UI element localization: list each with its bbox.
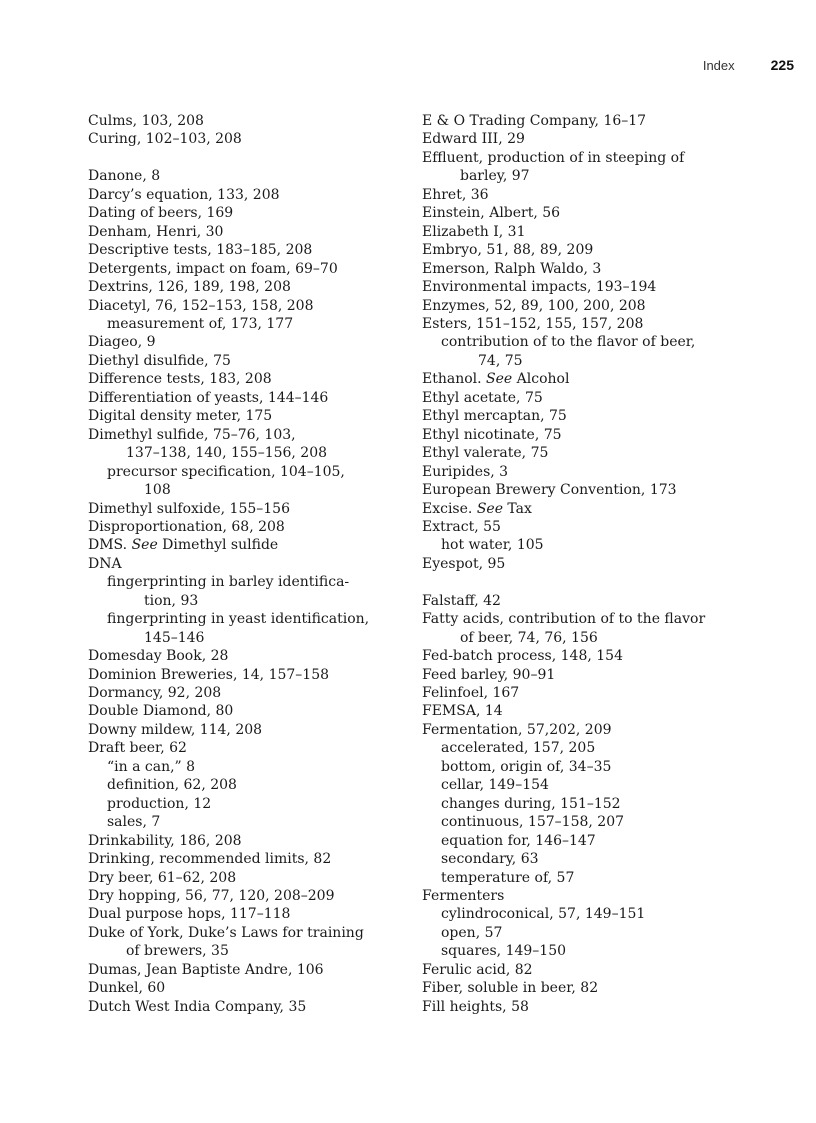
running-head-section: Index [702, 58, 735, 73]
entry-line: Felinfoel, 167 [422, 685, 520, 702]
see-target: Dimethyl sulfide [157, 537, 279, 554]
entry-line: Falstaff, 42 [422, 592, 501, 609]
entry-line: accelerated, 157, 205 [441, 740, 596, 757]
entry-line: Duke of York, Duke’s Laws for training [88, 924, 364, 941]
entry-line: fingerprinting in yeast identification, [107, 611, 370, 628]
index-entry [88, 739, 406, 757]
index-subentry [422, 813, 752, 831]
entry-line: fingerprinting in barley identifica- [107, 574, 350, 591]
index-entry [422, 130, 752, 148]
index-entry [422, 297, 752, 315]
entry-continuation: 74, 75 [478, 352, 523, 369]
index-entry [422, 666, 752, 684]
index-subentry [422, 739, 752, 757]
index-entry [422, 463, 752, 481]
entry-line: Embryo, 51, 88, 89, 209 [422, 242, 594, 259]
index-entry [88, 389, 406, 407]
entry-line: Eyespot, 95 [422, 555, 506, 572]
see-reference: See [131, 537, 158, 554]
entry-line: Dry beer, 61–62, 208 [88, 869, 237, 886]
entry-line: Darcy’s equation, 133, 208 [88, 186, 280, 203]
entry-line: changes during, 151–152 [441, 795, 621, 812]
entry-continuation: barley, 97 [460, 168, 530, 185]
entry-line: Drinking, recommended limits, 82 [88, 851, 332, 868]
index-entry [422, 370, 752, 388]
index-entry [422, 702, 752, 720]
index-entry [422, 315, 752, 333]
index-entry [422, 684, 752, 702]
entry-line: Fed-batch process, 148, 154 [422, 648, 623, 665]
index-entry [88, 167, 406, 185]
index-entry [88, 721, 406, 739]
entry-line: Fermenters [422, 888, 505, 905]
index-entry [88, 500, 406, 518]
index-entry [422, 998, 752, 1016]
entry-line: Domesday Book, 28 [88, 648, 229, 665]
entry-line: Ferulic acid, 82 [422, 961, 533, 978]
entry-line: Downy mildew, 114, 208 [88, 721, 263, 738]
index-entry [88, 260, 406, 278]
entry-line: precursor specification, 104–105, [107, 463, 345, 480]
index-entry [88, 426, 406, 463]
index-entry [88, 518, 406, 536]
entry-line: Enzymes, 52, 89, 100, 200, 208 [422, 297, 646, 314]
index-entry [422, 979, 752, 997]
index-entry [88, 684, 406, 702]
entry-line: Differentiation of yeasts, 144–146 [88, 389, 329, 406]
index-column-right [422, 112, 752, 1016]
index-subentry [422, 924, 752, 942]
index-entry [88, 333, 406, 351]
index-entry [88, 555, 406, 573]
index-entry [88, 370, 406, 388]
index-entry [88, 666, 406, 684]
index-entry [422, 647, 752, 665]
entry-line: contribution of to the flavor of beer, [441, 334, 696, 351]
entry-term: DMS. [88, 537, 132, 554]
index-entry [88, 979, 406, 997]
index-entry [422, 278, 752, 296]
index-entry [88, 297, 406, 315]
entry-line: Dutch West India Company, 35 [88, 998, 307, 1015]
index-entry [422, 204, 752, 222]
index-subentry [422, 869, 752, 887]
index-entry [88, 352, 406, 370]
index-subentry [422, 942, 752, 960]
entry-continuation: 145–146 [144, 629, 205, 646]
index-entry [88, 130, 406, 148]
index-entry [88, 536, 406, 554]
index-subentry [88, 758, 406, 776]
entry-line: open, 57 [441, 924, 503, 941]
entry-term: Excise. [422, 500, 477, 517]
entry-line: Danone, 8 [88, 168, 161, 185]
entry-continuation: of brewers, 35 [126, 943, 229, 960]
entry-line: DNA [88, 555, 122, 572]
entry-line: measurement of, 173, 177 [107, 315, 294, 332]
entry-line: Double Diamond, 80 [88, 703, 234, 720]
index-entry [422, 592, 752, 610]
entry-continuation: 108 [144, 482, 171, 499]
index-entry [422, 112, 752, 130]
index-entry [88, 647, 406, 665]
entry-line: Drinkability, 186, 208 [88, 832, 242, 849]
entry-line: Esters, 151–152, 155, 157, 208 [422, 315, 644, 332]
index-entry [88, 186, 406, 204]
entry-line: Diacetyl, 76, 152–153, 158, 208 [88, 297, 314, 314]
index-entry [422, 223, 752, 241]
see-reference: See [486, 371, 513, 388]
index-subentry [88, 315, 406, 333]
entry-line: Descriptive tests, 183–185, 208 [88, 242, 313, 259]
entry-line: continuous, 157–158, 207 [441, 814, 625, 831]
entry-line: Extract, 55 [422, 518, 501, 535]
entry-line: definition, 62, 208 [107, 777, 237, 794]
entry-line: hot water, 105 [441, 537, 544, 554]
running-head [703, 57, 794, 73]
index-entry [88, 924, 406, 961]
index-entry [422, 518, 752, 536]
see-reference: See [476, 500, 503, 517]
entry-line: Feed barley, 90–91 [422, 666, 556, 683]
index-subentry [422, 795, 752, 813]
index-entry [88, 998, 406, 1016]
index-entry [88, 887, 406, 905]
entry-line: Draft beer, 62 [88, 740, 187, 757]
index-entry [422, 389, 752, 407]
entry-line: equation for, 146–147 [441, 832, 596, 849]
entry-line: Ethyl nicotinate, 75 [422, 426, 562, 443]
index-subentry [422, 536, 752, 554]
entry-line: Curing, 102–103, 208 [88, 131, 242, 148]
entry-line: E & O Trading Company, 16–17 [422, 113, 647, 129]
index-subentry [422, 333, 752, 370]
see-target: Alcohol [512, 371, 570, 388]
index-entry [422, 721, 752, 739]
index-entry [88, 223, 406, 241]
entry-line: Diageo, 9 [88, 334, 156, 351]
index-entry [422, 610, 752, 647]
entry-line: Culms, 103, 208 [88, 113, 204, 129]
entry-continuation: of beer, 74, 76, 156 [460, 629, 598, 646]
index-subentry [422, 832, 752, 850]
index-subentry [88, 776, 406, 794]
entry-line: cellar, 149–154 [441, 777, 549, 794]
index-entry [422, 426, 752, 444]
index-entry [88, 702, 406, 720]
entry-continuation: tion, 93 [144, 592, 199, 609]
entry-line: Einstein, Albert, 56 [422, 205, 561, 222]
index-entry [88, 869, 406, 887]
index-entry [88, 112, 406, 130]
entry-term: Ethanol. [422, 371, 487, 388]
entry-line: Ethyl mercaptan, 75 [422, 408, 567, 425]
entry-line: Denham, Henri, 30 [88, 223, 224, 240]
index-entry [88, 241, 406, 259]
entry-line: Difference tests, 183, 208 [88, 371, 272, 388]
index-subentry [88, 610, 406, 647]
page-number: 225 [770, 57, 794, 73]
entry-line: Dimethyl sulfide, 75–76, 103, [88, 426, 296, 443]
index-subentry [422, 905, 752, 923]
index-entry [422, 149, 752, 186]
entry-line: Disproportionation, 68, 208 [88, 518, 285, 535]
index-entry [88, 278, 406, 296]
index-subentry [88, 813, 406, 831]
entry-line: Ehret, 36 [422, 186, 489, 203]
entry-line: “in a can,” 8 [107, 758, 196, 775]
entry-line: Dry hopping, 56, 77, 120, 208–209 [88, 888, 335, 905]
entry-line: Dunkel, 60 [88, 980, 166, 997]
index-subentry [422, 758, 752, 776]
entry-line: Euripides, 3 [422, 463, 509, 480]
entry-line: production, 12 [107, 795, 212, 812]
index-entry [422, 241, 752, 259]
entry-line: Dormancy, 92, 208 [88, 685, 222, 702]
entry-line: Edward III, 29 [422, 131, 525, 148]
index-subentry [88, 463, 406, 500]
entry-line: Elizabeth I, 31 [422, 223, 526, 240]
index-entry [88, 850, 406, 868]
entry-line: squares, 149–150 [441, 943, 567, 960]
see-target: Tax [502, 500, 532, 517]
entry-line: Ethyl valerate, 75 [422, 445, 549, 462]
index-entry [88, 204, 406, 222]
index-entry [422, 260, 752, 278]
entry-line: Detergents, impact on foam, 69–70 [88, 260, 338, 277]
index-entry [422, 961, 752, 979]
index-entry [422, 444, 752, 462]
index-entry [422, 887, 752, 905]
entry-line: Effluent, production of in steeping of [422, 149, 685, 166]
entry-line: Emerson, Ralph Waldo, 3 [422, 260, 602, 277]
entry-line: European Brewery Convention, 173 [422, 482, 677, 499]
entry-line: Digital density meter, 175 [88, 408, 273, 425]
index-subentry [88, 573, 406, 610]
entry-line: cylindroconical, 57, 149–151 [441, 906, 646, 923]
entry-line: Diethyl disulfide, 75 [88, 352, 231, 369]
entry-line: temperature of, 57 [441, 869, 575, 886]
index-subentry [422, 850, 752, 868]
entry-line: sales, 7 [107, 814, 161, 831]
entry-line: Fiber, soluble in beer, 82 [422, 980, 599, 997]
index-entry [88, 832, 406, 850]
index-entry [88, 407, 406, 425]
entry-line: Ethyl acetate, 75 [422, 389, 543, 406]
index-entry [422, 407, 752, 425]
entry-line: bottom, origin of, 34–35 [441, 758, 612, 775]
entry-line: secondary, 63 [441, 851, 539, 868]
entry-line: Dual purpose hops, 117–118 [88, 906, 291, 923]
index-column-left [88, 112, 406, 1016]
index-entry [422, 500, 752, 518]
entry-line: Environmental impacts, 193–194 [422, 279, 657, 296]
index-entry [422, 186, 752, 204]
entry-line: Fatty acids, contribution of to the flavor [422, 611, 706, 628]
index-entry [422, 481, 752, 499]
entry-line: Dextrins, 126, 189, 198, 208 [88, 279, 291, 296]
index-entry [88, 905, 406, 923]
index-subentry [422, 776, 752, 794]
entry-line: Dimethyl sulfoxide, 155–156 [88, 500, 290, 517]
entry-line: Dumas, Jean Baptiste Andre, 106 [88, 961, 324, 978]
entry-line: Dominion Breweries, 14, 157–158 [88, 666, 330, 683]
index-entry [422, 555, 752, 573]
entry-line: Fermentation, 57,202, 209 [422, 721, 612, 738]
entry-line: Fill heights, 58 [422, 998, 529, 1015]
entry-continuation: 137–138, 140, 155–156, 208 [126, 445, 328, 462]
index-entry [88, 961, 406, 979]
entry-line: Dating of beers, 169 [88, 205, 234, 222]
entry-line: FEMSA, 14 [422, 703, 503, 720]
index-subentry [88, 795, 406, 813]
